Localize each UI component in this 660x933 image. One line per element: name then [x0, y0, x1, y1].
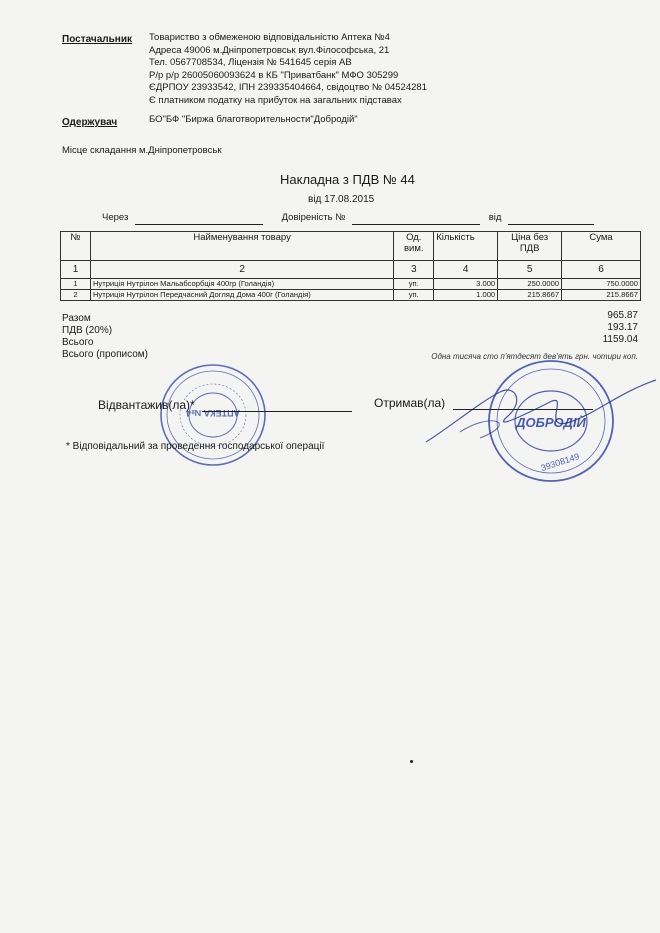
- col-header-qty: Кількість: [434, 232, 498, 261]
- total-in-words: Одна тисяча сто п'ятдесят дев'ять грн. чотири коп.: [431, 352, 638, 361]
- shipped-by-line: [202, 399, 352, 412]
- subtotal-value: 965.87: [607, 310, 638, 321]
- supplier-line: ЄДРПОУ 23933542, ІПН 239335404664, свідоцтво № 04524281: [149, 82, 427, 93]
- supplier-stamp: [158, 360, 268, 470]
- col-header-sum: Сума: [562, 232, 641, 261]
- row-sum: 215.8667: [562, 290, 641, 301]
- row-number: 2: [61, 290, 91, 301]
- recipient-stamp-code: 39308149: [539, 451, 581, 474]
- document-date: від 17.08.2015: [308, 194, 375, 205]
- col-number: 3: [394, 261, 434, 279]
- document-title: Накладна з ПДВ № 44: [280, 172, 415, 187]
- col-number: 4: [434, 261, 498, 279]
- proxy-label: Довіреність №: [281, 212, 346, 223]
- total-value: 1159.04: [602, 334, 638, 345]
- via-row: [102, 212, 594, 225]
- through-field: [135, 214, 263, 225]
- row-unit: уп.: [394, 279, 434, 290]
- ink-dot: [410, 760, 413, 763]
- supplier-line: Є платником податку на прибуток на загальних підставах: [149, 94, 402, 106]
- vat-label: ПДВ (20%): [62, 325, 113, 336]
- col-header-number: №: [61, 232, 91, 261]
- place-of-issue: Місце складання м.Дніпропетровськ: [62, 145, 222, 156]
- recipient-signature: [420, 372, 660, 457]
- received-by-block: [374, 396, 593, 410]
- col-header-unit: Од. вим.: [394, 232, 434, 261]
- row-sum: 750.0000: [562, 279, 641, 290]
- row-price: 215.8667: [498, 290, 562, 301]
- through-label: Через: [102, 212, 129, 223]
- shipped-by-block: [98, 398, 352, 412]
- row-qty: 3.000: [434, 279, 498, 290]
- total-words-label: Всього (прописом): [62, 349, 148, 360]
- proxy-date-label: від: [488, 212, 502, 223]
- col-header-price: Ціна без ПДВ: [498, 232, 562, 261]
- row-unit: уп.: [394, 290, 434, 301]
- recipient-name: БО"БФ "Биржа благотворительности"Добродій": [149, 114, 358, 125]
- supplier-stamp-graphic: [158, 360, 268, 470]
- recipient-label: Одержувач: [62, 117, 118, 128]
- row-product-name: Нутриція Нутрілон Мальабсорбція 400гр (Голандія): [90, 279, 393, 290]
- table-row: [61, 290, 641, 301]
- col-number: 6: [562, 261, 641, 279]
- received-by-label: Отримав(ла): [374, 396, 446, 410]
- column-number-row: [61, 261, 641, 279]
- supplier-details: [149, 32, 427, 107]
- total-label: Всього: [62, 337, 94, 348]
- supplier-line: Товариство з обмеженою відповідальністю Аптека №4: [149, 32, 390, 43]
- proxy-field: [352, 214, 480, 225]
- col-header-name: Найменування товару: [90, 232, 393, 261]
- supplier-line: Адреса 49006 м.Дніпропетровськ вул.Філософська, 21: [149, 44, 390, 56]
- supplier-line: Тел. 0567708534, Ліцензія № 541645 серія АВ: [149, 57, 352, 68]
- col-number: 5: [498, 261, 562, 279]
- recipient-stamp-text: ДОБРОДІЙ: [516, 415, 586, 430]
- goods-table: [60, 231, 641, 301]
- supplier-line: Р/р р/р 26005060093624 в КБ "Приватбанк" МФО 305299: [149, 69, 399, 81]
- shipped-by-label: Відвантажив(ла)*: [98, 398, 195, 412]
- received-by-line: [453, 397, 593, 410]
- row-number: 1: [61, 279, 91, 290]
- proxy-date-field: [508, 214, 594, 225]
- col-number: 1: [61, 261, 91, 279]
- col-number: 2: [90, 261, 393, 279]
- supplier-label: Постачальник: [62, 34, 132, 45]
- row-price: 250.0000: [498, 279, 562, 290]
- footnote: * Відповідальний за проведення господарської операції: [66, 441, 325, 452]
- supplier-stamp-text: АПТЕКА №4: [186, 408, 240, 418]
- vat-value: 193.17: [607, 322, 638, 333]
- table-row: [61, 279, 641, 290]
- totals-labels: [62, 313, 148, 361]
- table-header-row: [61, 232, 641, 261]
- totals-values: [603, 310, 638, 346]
- row-qty: 1.000: [434, 290, 498, 301]
- row-product-name: Нутриція Нутрілон Передчасний Догляд Дома 400г (Голандія): [90, 290, 393, 301]
- signature-graphic: [420, 372, 660, 452]
- subtotal-label: Разом: [62, 313, 91, 324]
